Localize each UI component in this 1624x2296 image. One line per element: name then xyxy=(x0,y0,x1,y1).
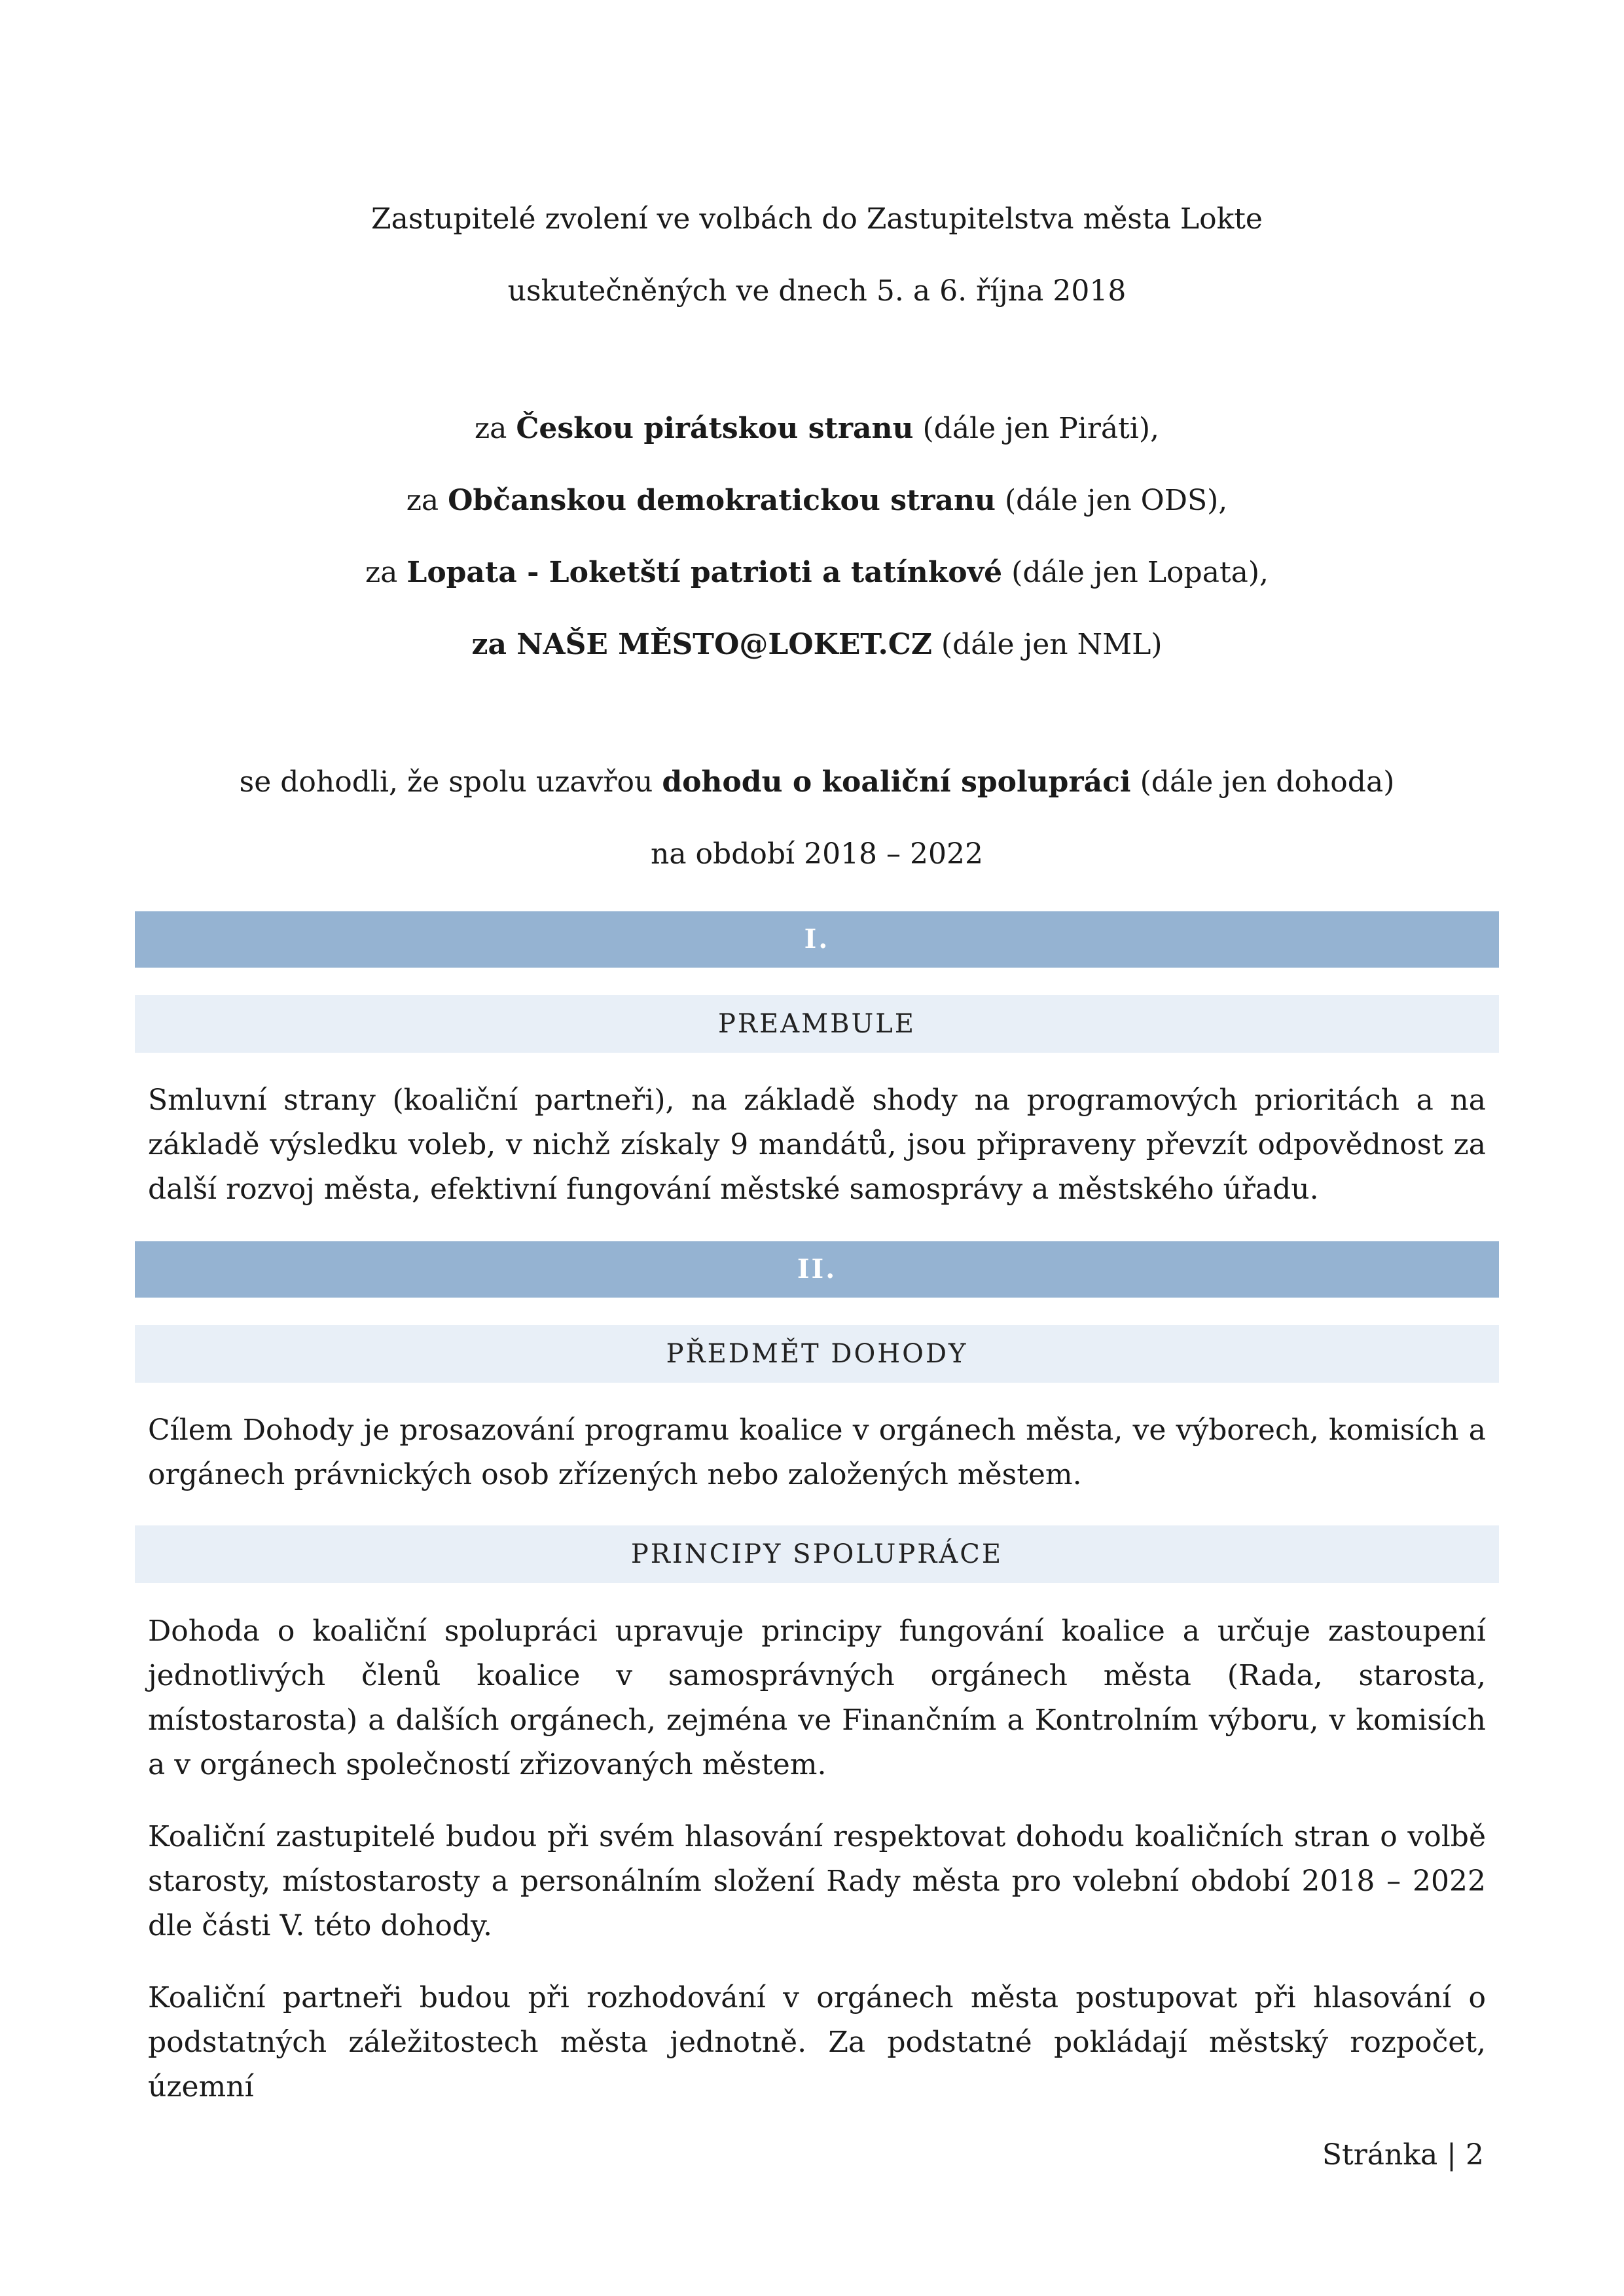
agreement-line xyxy=(135,753,1499,825)
party-name: Občanskou demokratickou stranu xyxy=(448,484,996,517)
party-name: za NAŠE MĚSTO@LOKET.CZ xyxy=(471,628,932,661)
principy-paragraph-1: Dohoda o koaliční spolupráci upravuje principy fungování koalice a určuje zastoupení jednotlivých členů koalice v samosprávných orgánech města (Rada, starosta, místostarosta) a dalších orgánech, zejména ve Finančním a Kontrolním výboru, v komisích a v orgánech společností zřizovaných městem. xyxy=(148,1614,1486,1781)
party-suffix: (dále jen Piráti), xyxy=(913,412,1160,445)
party-name: Českou pirátskou stranu xyxy=(516,412,914,445)
party-line-4 xyxy=(135,615,1499,687)
section-title-preambule: PREAMBULE xyxy=(135,995,1499,1053)
party-prefix: za xyxy=(474,412,516,445)
section-title-principy: PRINCIPY SPOLUPRÁCE xyxy=(135,1525,1499,1583)
party-line-3 xyxy=(135,543,1499,615)
agreement-period: na období 2018 – 2022 xyxy=(650,837,984,871)
section-title-predmet: PŘEDMĚT DOHODY xyxy=(135,1325,1499,1383)
principy-paragraph-3: Koaliční partneři budou při rozhodování v orgánech města postupovat při hlasování o podstatných záležitostech města jednotně. Za podstatné pokládají městský rozpočet, územní xyxy=(148,1981,1486,2104)
preambule-text: Smluvní strany (koaliční partneři), na základě shody na programových prioritách a na základě výsledku voleb, v nichž získaly 9 mandátů, jsou připraveny převzít odpovědnost za další rozvoj města, efektivní fungování městské samosprávy a městského úřadu. xyxy=(148,1084,1486,1206)
header-line-2: uskutečněných ve dnech 5. a 6. října 2018 xyxy=(507,274,1127,308)
party-suffix: (dále jen ODS), xyxy=(995,484,1228,517)
agreement-bold: dohodu o koaliční spolupráci xyxy=(662,765,1131,799)
page-number: Stránka | 2 xyxy=(1322,2138,1484,2172)
party-suffix: (dále jen Lopata), xyxy=(1002,556,1269,589)
intro-block xyxy=(135,190,1499,897)
party-line-1 xyxy=(135,399,1499,471)
party-name: Lopata - Loketští patrioti a tatínkové xyxy=(406,556,1003,589)
principy-paragraph-2: Koaliční zastupitelé budou při svém hlasování respektovat dohodu koaličních stran o volbě starosty, místostarosty a personálním složení Rady města pro volební období 2018 – 2022 dle části V. této dohody. xyxy=(148,1820,1486,1942)
party-prefix: za xyxy=(365,556,407,589)
party-prefix: za xyxy=(406,484,448,517)
predmet-text: Cílem Dohody je prosazování programu koalice v orgánech města, ve výborech, komisích a orgánech právnických osob zřízených nebo založených městem. xyxy=(148,1413,1486,1491)
party-line-2 xyxy=(135,471,1499,543)
agreement-suffix: (dále jen dohoda) xyxy=(1130,765,1395,799)
section-number-2: II. xyxy=(135,1241,1499,1298)
header-line-1: Zastupitelé zvolení ve volbách do Zastupitelstva města Lokte xyxy=(371,202,1263,236)
agreement-prefix: se dohodli, že spolu uzavřou xyxy=(239,765,662,799)
party-suffix: (dále jen NML) xyxy=(931,628,1163,661)
section-number-1: I. xyxy=(135,911,1499,968)
